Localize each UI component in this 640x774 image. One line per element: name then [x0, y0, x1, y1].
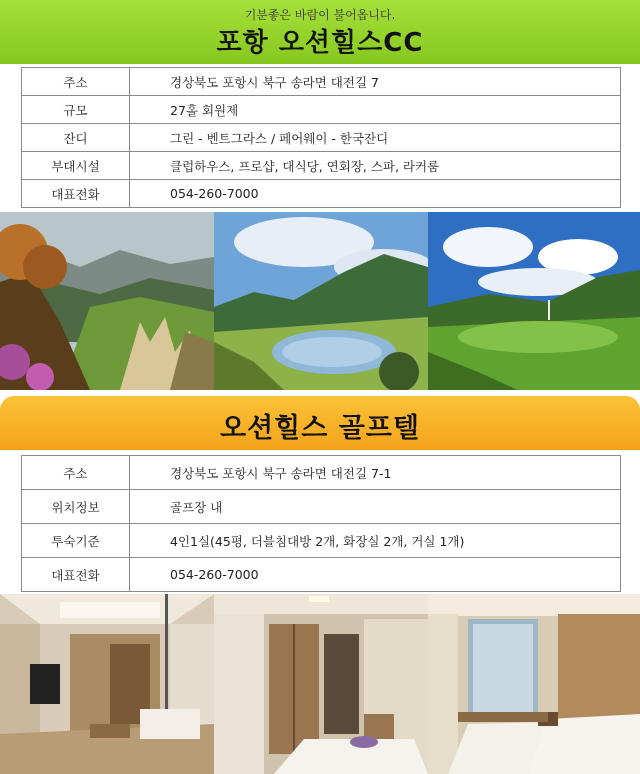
table-row: [22, 456, 621, 490]
row-key: 규모: [22, 96, 130, 124]
row-key: 부대시설: [22, 152, 130, 180]
room-photo-twin: [428, 594, 640, 774]
table-row: [22, 524, 621, 558]
table-row: [22, 96, 621, 124]
row-value: 경상북도 포항시 북구 송라면 대전길 7-1: [130, 456, 621, 490]
row-key: 대표전화: [22, 558, 130, 592]
golftel-info-table: [21, 455, 621, 592]
table-row: [22, 124, 621, 152]
row-key: 잔디: [22, 124, 130, 152]
row-value: 그린 - 벤트그라스 / 페어웨이 - 한국잔디: [130, 124, 621, 152]
golftel-title: 오션힐스 골프텔: [220, 413, 420, 444]
cc-subtitle: 기분좋은 바람이 불어옵니다.: [244, 8, 396, 22]
row-value: 054-260-7000: [130, 558, 621, 592]
row-value: 054-260-7000: [130, 180, 621, 208]
table-row: [22, 152, 621, 180]
table-row: [22, 558, 621, 592]
row-key: 주소: [22, 456, 130, 490]
row-value: 경상북도 포항시 북구 송라면 대전길 7: [130, 68, 621, 96]
row-value: 4인1실(45평, 더블침대방 2개, 화장실 2개, 거실 1개): [130, 524, 621, 558]
row-key: 대표전화: [22, 180, 130, 208]
table-row: [22, 68, 621, 96]
golf-photo-mountains: [0, 212, 214, 390]
row-value: 클럽하우스, 프로샵, 대식당, 연회장, 스파, 라커룸: [130, 152, 621, 180]
golf-photo-lake: [214, 212, 428, 390]
row-value: 27홀 회원제: [130, 96, 621, 124]
golftel-banner: [0, 396, 640, 450]
row-key: 위치정보: [22, 490, 130, 524]
cc-info-table: [21, 67, 621, 208]
table-row: [22, 180, 621, 208]
row-value: 골프장 내: [130, 490, 621, 524]
golf-course-photos: [0, 212, 640, 390]
room-photo-living: [0, 594, 214, 774]
table-row: [22, 490, 621, 524]
room-photo-bedroom: [214, 594, 428, 774]
golf-photo-green: [428, 212, 640, 390]
cc-banner: [0, 0, 640, 64]
row-key: 투숙기준: [22, 524, 130, 558]
golftel-room-photos: [0, 594, 640, 774]
cc-title: 포항 오션힐스CC: [216, 28, 424, 58]
row-key: 주소: [22, 68, 130, 96]
